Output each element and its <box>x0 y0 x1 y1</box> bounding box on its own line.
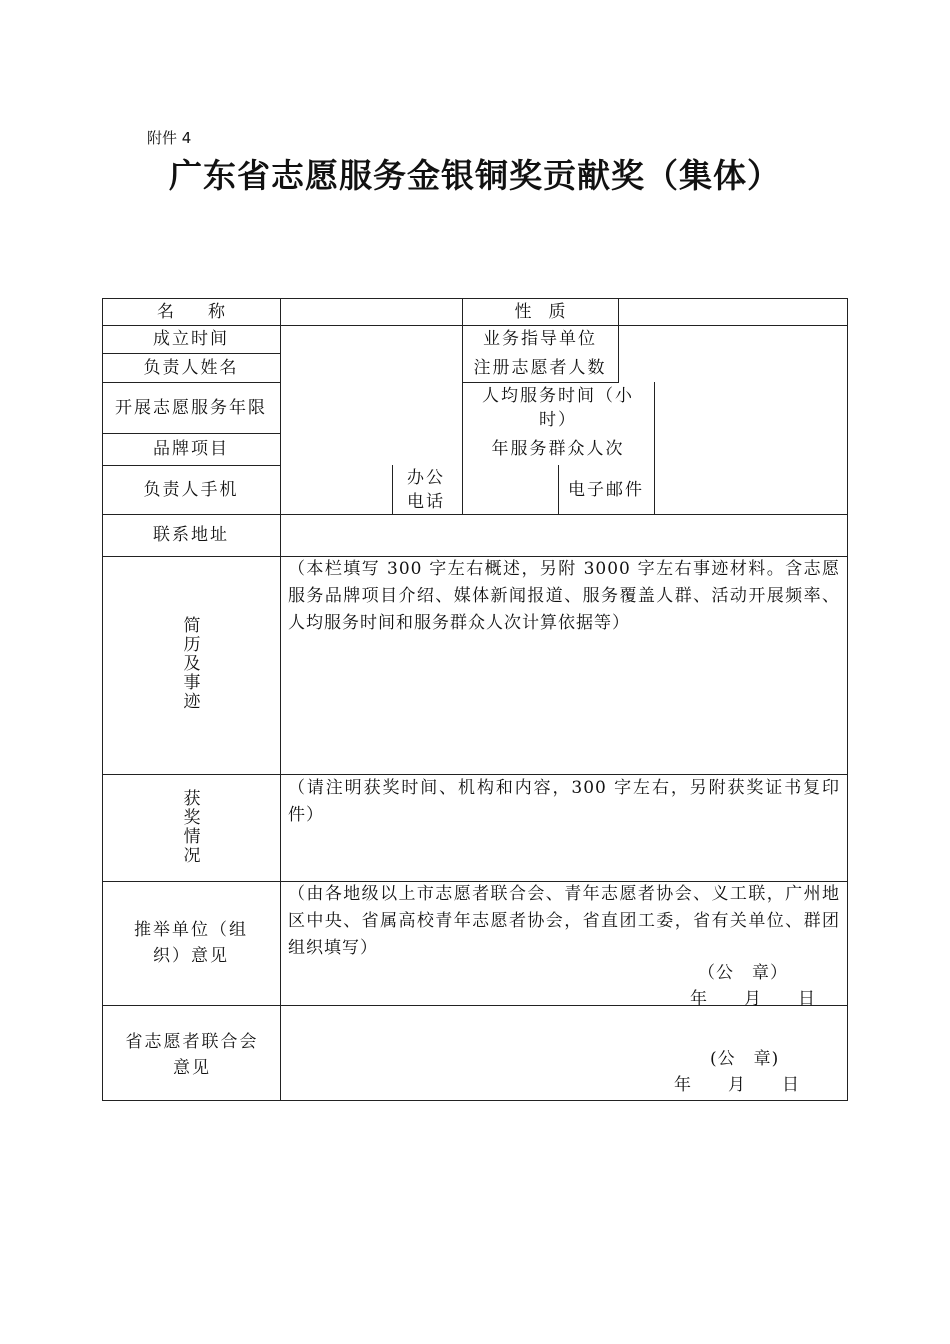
row-divider <box>618 325 848 326</box>
deeds-instructions: （本栏填写 300 字左右概述，另附 3000 字左右事迹材料。含志愿服务品牌项目介绍、媒体新闻报道、服务覆盖人群、活动开展频率、人均服务时间和服务群众人次计算依据等） <box>288 559 840 633</box>
recommend-date: 年 月 日 <box>690 989 816 1009</box>
column-divider <box>392 465 393 515</box>
deeds-label: 简历及事迹 <box>183 616 201 712</box>
leader-name-label: 负责人姓名 <box>143 357 239 378</box>
avg-service-hours-label: 人均服务时间（小时） <box>482 385 634 430</box>
registered-volunteers-label: 注册志愿者人数 <box>473 357 607 378</box>
table-border-right <box>847 298 848 1101</box>
guide-unit-label: 业务指导单位 <box>483 329 597 349</box>
service-years-label: 开展志愿服务年限 <box>115 397 267 418</box>
recommend-seal: （公 章） <box>698 963 788 983</box>
awards-label: 获奖情况 <box>183 789 201 866</box>
annual-served-label: 年服务群众人次 <box>491 439 625 459</box>
recommend-instructions: （由各地级以上市志愿者联合会、青年志愿者协会、义工联，广州地区中央、省属高校青年志愿者协会，省直团工委，省有关单位、群团组织填写） <box>288 884 840 958</box>
page-title: 广东省志愿服务金银铜奖贡献奖（集体） <box>169 156 781 195</box>
address-label: 联系地址 <box>153 525 229 545</box>
name-label: 名 称 <box>157 301 225 322</box>
awards-instructions: （请注明获奖时间、机构和内容，300 字左右，另附获奖证书复印件） <box>288 778 840 825</box>
office-phone-label: 办公电话 <box>407 467 445 512</box>
founded-label: 成立时间 <box>153 329 229 349</box>
leader-mobile-label: 负责人手机 <box>143 479 239 500</box>
nature-label: 性 质 <box>514 301 566 322</box>
email-label: 电子邮件 <box>568 479 644 500</box>
column-divider <box>280 298 281 1101</box>
table-border-bottom <box>102 1100 848 1101</box>
federation-opinion-label: 省志愿者联合会意见 <box>125 1032 259 1078</box>
column-divider <box>654 382 655 515</box>
row-divider <box>280 325 463 326</box>
attachment-number: 附件 4 <box>147 129 192 147</box>
application-form-table <box>102 298 848 1101</box>
federation-date: 年 月 日 <box>674 1075 800 1095</box>
brand-project-label: 品牌项目 <box>153 439 229 459</box>
federation-seal: (公 章) <box>710 1049 780 1069</box>
recommend-unit-label: 推举单位（组织）意见 <box>134 920 248 966</box>
column-divider <box>618 298 619 382</box>
